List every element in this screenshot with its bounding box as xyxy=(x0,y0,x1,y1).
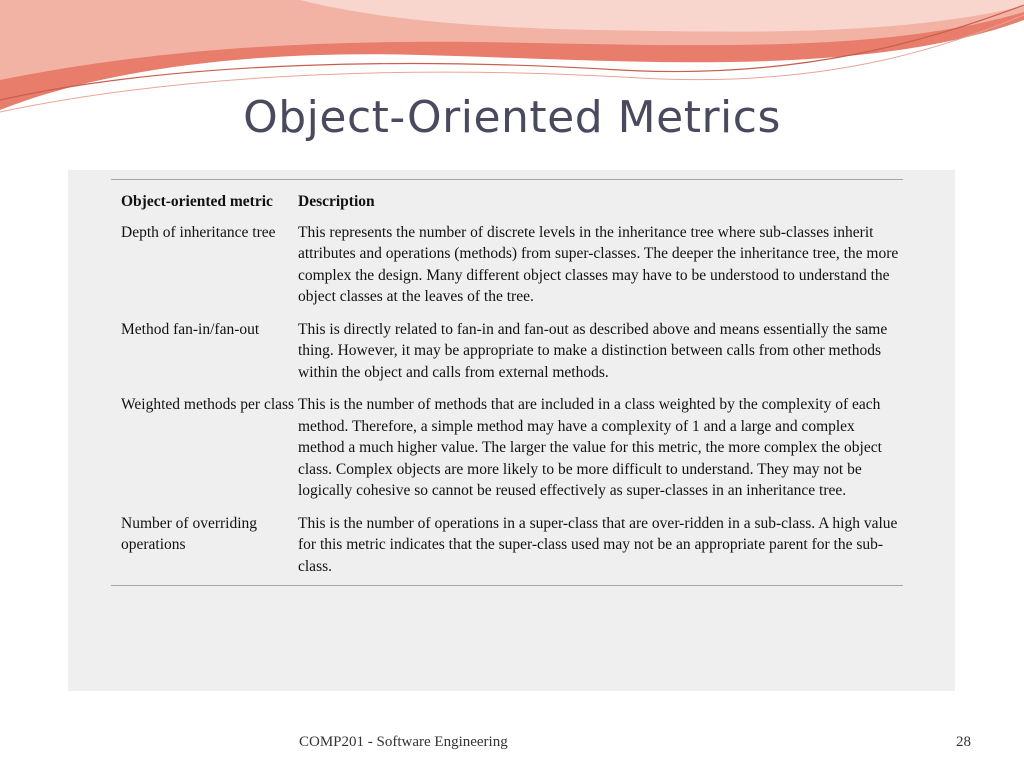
slide-title: Object-Oriented Metrics xyxy=(243,92,781,143)
table-row xyxy=(111,513,903,586)
row-description: This is the number of operations in a super-class that are over-ridden in a sub-class. A high value for this metric indicates that the super-class used may not be an appropriate parent for the sub-class. xyxy=(298,514,898,575)
footer-course-label: COMP201 - Software Engineering xyxy=(299,734,508,750)
header-metric: Object-oriented metric xyxy=(121,193,273,210)
table-row xyxy=(111,222,903,319)
table-header-row xyxy=(111,180,903,222)
metrics-table xyxy=(111,179,903,586)
header-description: Description xyxy=(298,193,375,210)
table-row xyxy=(111,394,903,513)
row-description: This is directly related to fan-in and fan-out as described above and means essentially the same thing. However, it may be appropriate to make a distinction between calls from other methods within the object and calls from external methods. xyxy=(298,320,888,381)
row-description: This is the number of methods that are included in a class weighted by the complexity of each method. Therefore, a simple method may have a complexity of 1 and a large and complex method a much higher value. The larger the value for this metric, the more complex the object class. Complex objects are more likely to be more difficult to understand. They may not be logically cohesive so cannot be reused effectively as super-classes in an inheritance tree. xyxy=(298,396,882,499)
row-metric: Number of overriding operations xyxy=(121,514,258,553)
row-description: This represents the number of discrete levels in the inheritance tree where sub-classes inherit attributes and operations (methods) from super-classes. The deeper the inheritance tree, the more complex the design. Many different object classes may have to be understood to understand the object classes at the leaves of the tree. xyxy=(298,223,899,305)
row-metric: Depth of inheritance tree xyxy=(121,223,276,241)
row-metric: Method fan-in/fan-out xyxy=(121,320,260,338)
row-metric: Weighted methods per class xyxy=(121,396,295,413)
page-number: 28 xyxy=(956,734,971,750)
table-row xyxy=(111,319,903,395)
